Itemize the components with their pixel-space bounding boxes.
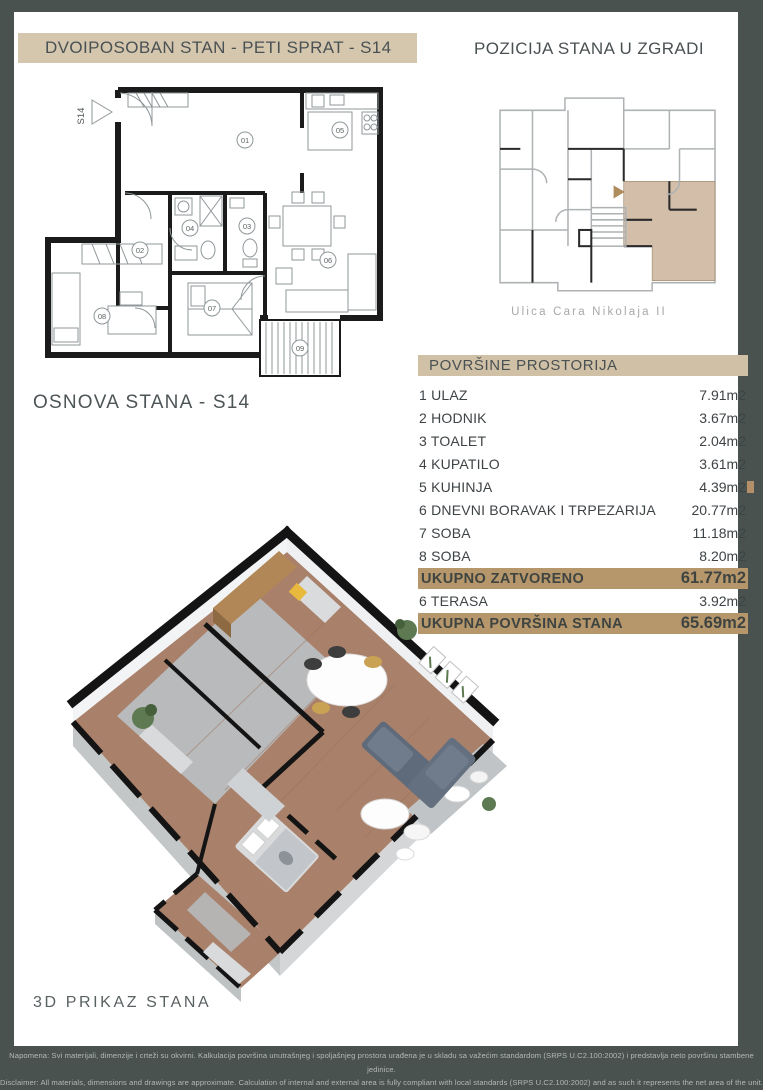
room-label: 7 SOBA: [419, 524, 471, 541]
apartment-title-bar: [18, 33, 417, 63]
room-label: 5 KUHINJA: [419, 478, 493, 495]
table-row: [418, 452, 748, 475]
unit-tag-label: S14: [76, 107, 87, 125]
brochure-page: [14, 12, 746, 1046]
disclaimer-footer: [0, 1049, 763, 1090]
room-area: 4.39m2: [699, 478, 746, 495]
total-value: 61.77m2: [680, 569, 746, 587]
stairwell: [579, 208, 626, 247]
room-area: 3.92m2: [699, 592, 746, 609]
floor-plan-2d: [40, 78, 420, 388]
room-area: 20.77m2: [691, 501, 746, 518]
total-value: 65.69m2: [680, 614, 746, 632]
disclaimer-line-sr: Napomena: Svi materijali, dimenzije i crteži su okvirni. Kalkulacija površina unutrašnjeg i spoljašnjeg prostora urađena je u skladu sa važećim standardom (SRPS U.C2.100:2002) i predstavlja neto površinu stambene jedinice.: [9, 1051, 754, 1074]
room-label: 8 SOBA: [419, 547, 471, 564]
room-number: 03: [242, 222, 252, 231]
room-number: 05: [335, 126, 345, 135]
total-label: UKUPNA POVRŠINA STANA: [421, 615, 624, 632]
room-label: 3 TOALET: [419, 432, 487, 449]
table-row: [418, 475, 748, 498]
room-number: 09: [295, 344, 305, 353]
room-area: 2.04m2: [699, 432, 746, 449]
room-number: 08: [97, 312, 107, 321]
building-position-diagram: [470, 88, 742, 306]
room-number: 02: [135, 246, 145, 255]
plan-caption: OSNOVA STANA - S14: [33, 392, 251, 413]
room-area: 3.61m2: [699, 455, 746, 472]
street-label: Ulica Cara Nikolaja II: [511, 306, 667, 318]
position-section-title: POZICIJA STANA U ZGRADI: [474, 39, 704, 58]
apartment-pointer-icon: [614, 185, 625, 198]
wood-floor: [73, 552, 493, 952]
room-label: 2 HODNIK: [419, 409, 487, 426]
room-area: 8.20m2: [699, 547, 746, 564]
page-edge-tab: [747, 481, 754, 493]
room-number: 01: [240, 136, 250, 145]
table-row: [418, 406, 748, 429]
total-label: UKUPNO ZATVORENO: [421, 570, 585, 587]
room-label: 4 KUPATILO: [419, 455, 500, 472]
entrance-arrow-icon: [92, 100, 112, 124]
table-row: [418, 429, 748, 452]
room-label: 6 TERASA: [419, 592, 489, 609]
room-number: 07: [207, 304, 217, 313]
room-label: 1 ULAZ: [419, 386, 468, 403]
areas-table-title: POVRŠINE PROSTORIJA: [418, 355, 748, 376]
apartment-title: DVOIPOSOBAN STAN - PETI SPRAT - S14: [45, 38, 392, 57]
render-caption: 3D PRIKAZ STANA: [33, 994, 212, 1011]
room-label: 6 DNEVNI BORAVAK I TRPEZARIJA: [419, 501, 656, 518]
table-row: [418, 383, 748, 406]
floor-plan-3d-render: [55, 512, 510, 1004]
room-area: 11.18m2: [692, 524, 746, 541]
room-area: 3.67m2: [699, 409, 746, 426]
room-number: 06: [323, 256, 333, 265]
room-number: 04: [185, 224, 195, 233]
disclaimer-line-en: Disclaimer: All materials, dimensions and drawings are approximate. Calculation of internal and external area is fully compliant with local standards (SRPS U.C2.100:2002) and as such it represents the net area of the unit.: [0, 1078, 763, 1087]
room-area: 7.91m2: [699, 386, 746, 403]
